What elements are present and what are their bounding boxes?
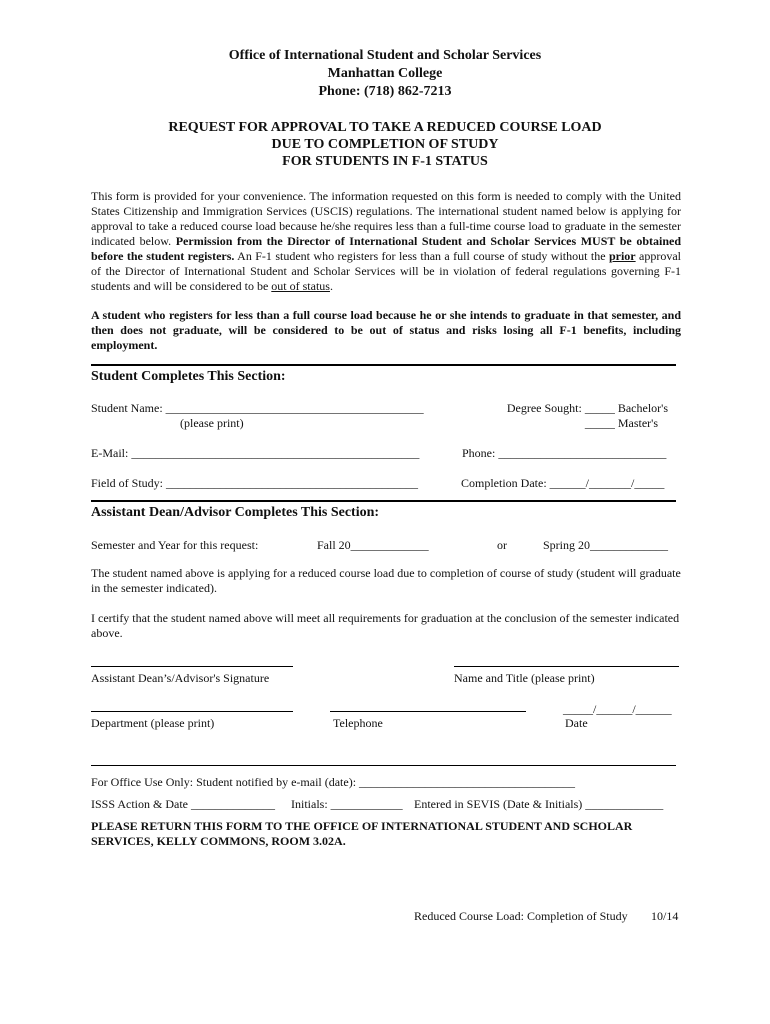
department-line[interactable] — [91, 711, 293, 712]
date-field[interactable]: _____/______/______ — [563, 702, 672, 716]
isss-action-field[interactable]: ISSS Action & Date ______________ — [91, 797, 276, 811]
office-use-notified-field[interactable]: For Office Use Only: Student notified by e-mail (date): ____________________________________ — [91, 775, 576, 789]
section-divider — [91, 364, 676, 366]
advisor-statement-2: I certify that the student named above will meet all requirements for graduation at the conclusion of the semester indicated above. — [91, 611, 680, 640]
warning-paragraph: A student who registers for less than a full course load because he or she intends to graduate in that semester, and then does not graduate, will be considered to be out of status and risks losing all F-1 benefits, including employment. — [91, 308, 681, 352]
degree-masters-field[interactable]: _____ Master's — [584, 416, 658, 430]
intro-period: . — [329, 279, 333, 293]
return-instructions: PLEASE RETURN THIS FORM TO THE OFFICE OF INTERNATIONAL STUDENT AND SCHOLAR SERVICES, KELLY COMMONS, ROOM 3.02A. — [91, 819, 633, 848]
student-section-heading: Student Completes This Section: — [91, 369, 286, 384]
telephone-line[interactable] — [330, 711, 526, 712]
intro-prior-emphasis: prior — [608, 249, 636, 263]
fall-semester-field[interactable]: Fall 20_____________ — [317, 538, 429, 552]
please-print-note: (please print) — [180, 416, 244, 430]
office-phone: Phone: (718) 862-7213 — [318, 84, 452, 99]
completion-date-field[interactable]: Completion Date: ______/_______/_____ — [461, 476, 665, 490]
intro-paragraph — [91, 189, 681, 294]
field-of-study-field[interactable]: Field of Study: __________________________________________ — [91, 476, 419, 490]
student-name-field[interactable]: Student Name: ___________________________________________ — [91, 401, 424, 415]
form-title-line-3: FOR STUDENTS IN F-1 STATUS — [282, 154, 488, 169]
footer-version: 10/14 — [651, 909, 679, 923]
section-divider-2 — [91, 500, 676, 502]
phone-field[interactable]: Phone: ____________________________ — [462, 446, 667, 460]
footer-document-name: Reduced Course Load: Completion of Study — [414, 909, 628, 923]
intro-text: This form is provided for your convenience. The information requested on this form is needed to comply with the United States Citizenship and Immigration Services (USCIS) regulations. The international student named below is applying for approval to take a reduced course load because he/she requires less than a full-time course load to graduate in the semester indicated below. — [91, 189, 681, 248]
intro-out-of-status: out of status — [271, 279, 330, 293]
name-title-label: Name and Title (please print) — [454, 671, 595, 685]
signature-line[interactable] — [91, 666, 293, 667]
office-use-divider — [91, 765, 676, 766]
signature-label: Assistant Dean’s/Advisor's Signature — [91, 671, 270, 685]
name-title-line[interactable] — [454, 666, 679, 667]
advisor-section-heading: Assistant Dean/Advisor Completes This Section: — [91, 505, 380, 520]
initials-field[interactable]: Initials: ____________ — [291, 797, 403, 811]
email-field[interactable]: E-Mail: ________________________________________________ — [91, 446, 420, 460]
form-title-line-1: REQUEST FOR APPROVAL TO TAKE A REDUCED COURSE LOAD — [168, 120, 602, 135]
intro-permission-note: Permission from the Director of International Student and Scholar Services MUST be obtained before the student registers. — [91, 234, 682, 263]
intro-text-2: An F-1 student who registers for less than a full course of study without the — [234, 249, 609, 263]
college-name: Manhattan College — [327, 66, 443, 81]
date-label: Date — [565, 716, 588, 730]
department-label: Department (please print) — [91, 716, 215, 730]
form-title-line-2: DUE TO COMPLETION OF STUDY — [271, 137, 499, 152]
degree-bachelors-field[interactable]: Degree Sought: _____ Bachelor's — [506, 401, 668, 415]
semester-year-label: Semester and Year for this request: — [91, 538, 259, 552]
sevis-field[interactable]: Entered in SEVIS (Date & Initials) _____________ — [414, 797, 664, 811]
intro-text-3: approval of the Director of International Student and Scholar Services will be in violation of federal regulations governing F-1 students and will be considered to be — [91, 249, 682, 293]
advisor-statement-1: The student named above is applying for a reduced course load due to completion of course of study (student will graduate in the semester indicated). — [91, 566, 681, 595]
or-label: or — [497, 538, 507, 552]
telephone-label: Telephone — [333, 716, 383, 730]
office-name: Office of International Student and Scholar Services — [228, 48, 542, 63]
spring-semester-field[interactable]: Spring 20_____________ — [543, 538, 669, 552]
